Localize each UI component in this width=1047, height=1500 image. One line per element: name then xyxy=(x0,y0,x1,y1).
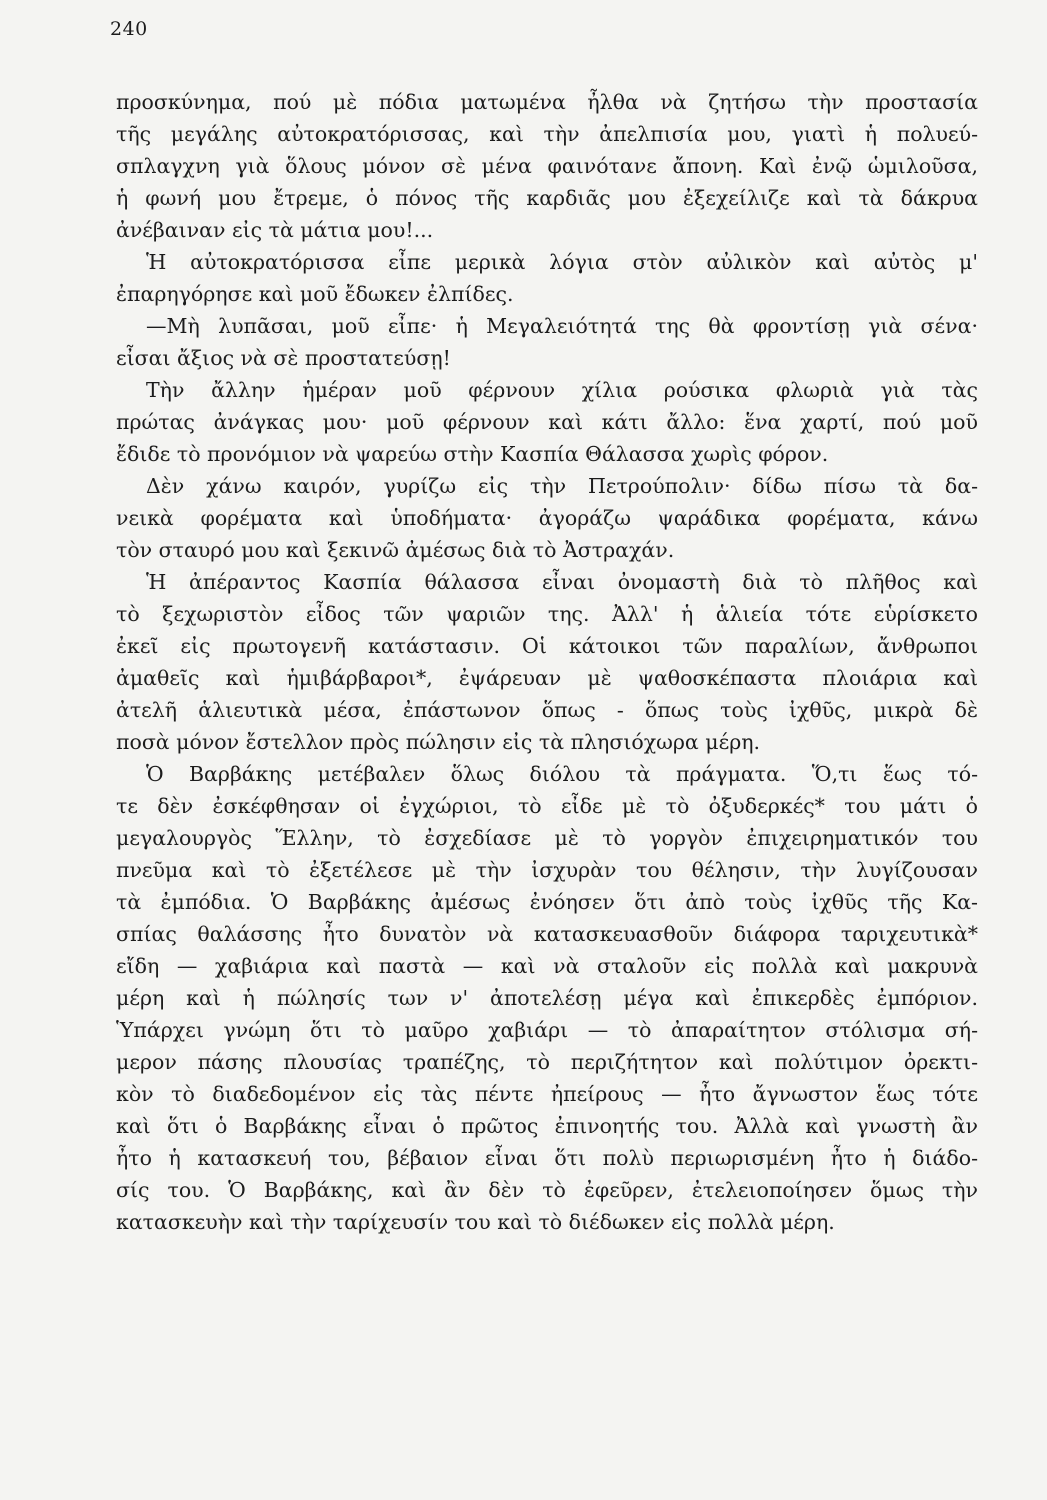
text-line: κὸν τὸ διαδεδομένον εἰς τὰς πέντε ἠπείρους — ἦτο ἄγνωστον ἕως τότε xyxy=(116,1082,978,1106)
text-line: ἐπαρηγόρησε καὶ μοῦ ἔδωκεν ἐλπίδες. xyxy=(116,282,514,306)
text-line: ποσὰ μόνον ἔστελλον πρὸς πώλησιν εἰς τὰ πλησιόχωρα μέρη. xyxy=(116,730,761,754)
text-line: εἶσαι ἄξιος νὰ σὲ προστατεύσῃ! xyxy=(116,346,451,370)
text-line: πρώτας ἀνάγκας μου· μοῦ φέρνουν καὶ κάτι ἄλλο: ἕνα χαρτί, πού μοῦ xyxy=(116,410,978,434)
text-line: μερον πάσης πλουσίας τραπέζης, τὸ περιζήτητον καὶ πολύτιμον ὀρεκτι- xyxy=(116,1050,978,1074)
text-line: νεικὰ φορέματα καὶ ὑποδήματα· ἀγοράζω ψαράδικα φορέματα, κάνω xyxy=(116,506,978,530)
text-line: ἔδιδε τὸ προνόμιον νὰ ψαρεύω στὴν Κασπία Θάλασσα χωρὶς φόρον. xyxy=(116,442,829,466)
text-line: σπίας θαλάσσης ἦτο δυνατὸν νὰ κατασκευασθοῦν διάφορα ταριχευτικὰ* xyxy=(116,922,978,946)
text-line: μεγαλουργὸς Ἕλλην, τὸ ἐσχεδίασε μὲ τὸ γοργὸν ἐπιχειρηματικόν του xyxy=(116,826,978,850)
text-line: τε δὲν ἐσκέφθησαν οἱ ἐγχώριοι, τὸ εἶδε μὲ τὸ ὀξυδερκές* του μάτι ὁ xyxy=(116,794,978,818)
text-line: ἦτο ἡ κατασκευή του, βέβαιον εἶναι ὅτι πολὺ περιωρισμένη ἦτο ἡ διάδο- xyxy=(116,1146,978,1170)
text-line: Τὴν ἄλλην ἡμέραν μοῦ φέρνουν χίλια ρούσικα φλωριὰ γιὰ τὰς xyxy=(146,378,978,402)
text-line: τῆς μεγάλης αὐτοκρατόρισσας, καὶ τὴν ἀπελπισία μου, γιατὶ ἡ πολυεύ- xyxy=(116,122,978,146)
text-line: ἡ φωνή μου ἔτρεμε, ὁ πόνος τῆς καρδιᾶς μου ἐξεχείλιζε καὶ τὰ δάκρυα xyxy=(116,186,978,210)
text-line: —Μὴ λυπᾶσαι, μοῦ εἶπε· ἡ Μεγαλειότητά της θὰ φροντίσῃ γιὰ σένα· xyxy=(146,314,978,338)
text-line: τὸ ξεχωριστὸν εἶδος τῶν ψαριῶν της. Ἀλλ' ἡ ἁλιεία τότε εὑρίσκετο xyxy=(116,602,978,626)
text-line: κατασκευὴν καὶ τὴν ταρίχευσίν του καὶ τὸ διέδωκεν εἰς πολλὰ μέρη. xyxy=(116,1210,835,1234)
text-line: τὸν σταυρό μου καὶ ξεκινῶ ἀμέσως διὰ τὸ Ἀστραχάν. xyxy=(116,538,675,562)
text-line: Ὁ Βαρβάκης μετέβαλεν ὅλως διόλου τὰ πράγματα. Ὅ,τι ἕως τό- xyxy=(146,762,978,786)
body-text xyxy=(116,86,978,1238)
page-number: 240 xyxy=(110,18,148,40)
text-line: ἀνέβαιναν εἰς τὰ μάτια μου!... xyxy=(116,218,434,242)
text-line: σπλαγχνη γιὰ ὅλους μόνον σὲ μένα φαινότανε ἄπονη. Καὶ ἐνῷ ὡμιλοῦσα, xyxy=(116,154,978,178)
text-line: Ἡ ἀπέραντος Κασπία θάλασσα εἶναι ὀνομαστὴ διὰ τὸ πλῆθος καὶ xyxy=(146,570,978,594)
text-line: Ἡ αὐτοκρατόρισσα εἶπε μερικὰ λόγια στὸν αὐλικὸν καὶ αὐτὸς μ' xyxy=(146,250,978,274)
text-line: ἀμαθεῖς καὶ ἡμιβάρβαροι*, ἐψάρευαν μὲ ψαθοσκέπαστα πλοιάρια καὶ xyxy=(116,666,978,690)
text-line: τὰ ἐμπόδια. Ὁ Βαρβάκης ἀμέσως ἐνόησεν ὅτι ἀπὸ τοὺς ἰχθῦς τῆς Κα- xyxy=(116,890,978,914)
text-line: προσκύνημα, πού μὲ πόδια ματωμένα ἦλθα νὰ ζητήσω τὴν προστασία xyxy=(116,90,978,114)
text-line: εἴδη — χαβιάρια καὶ παστὰ — καὶ νὰ σταλοῦν εἰς πολλὰ καὶ μακρυνὰ xyxy=(116,954,978,978)
text-line: καὶ ὅτι ὁ Βαρβάκης εἶναι ὁ πρῶτος ἐπινοητής του. Ἀλλὰ καὶ γνωστὴ ἂν xyxy=(116,1114,978,1138)
text-line: μέρη καὶ ἡ πώλησίς των ν' ἀποτελέσῃ μέγα καὶ ἐπικερδὲς ἐμπόριον. xyxy=(116,986,978,1010)
text-line: Δὲν χάνω καιρόν, γυρίζω εἰς τὴν Πετρούπολιν· δίδω πίσω τὰ δα- xyxy=(146,474,978,498)
text-line: ἀτελῆ ἁλιευτικὰ μέσα, ἐπάστωνον ὅπως - ὅπως τοὺς ἰχθῦς, μικρὰ δὲ xyxy=(116,698,978,722)
text-line: πνεῦμα καὶ τὸ ἐξετέλεσε μὲ τὴν ἰσχυρὰν του θέλησιν, τὴν λυγίζουσαν xyxy=(116,858,978,882)
text-line: ἐκεῖ εἰς πρωτογενῆ κατάστασιν. Οἱ κάτοικοι τῶν παραλίων, ἄνθρωποι xyxy=(116,634,978,658)
text-line: Ὑπάρχει γνώμη ὅτι τὸ μαῦρο χαβιάρι — τὸ ἀπαραίτητον στόλισμα σή- xyxy=(116,1018,978,1042)
text-line: σίς του. Ὁ Βαρβάκης, καὶ ἂν δὲν τὸ ἐφεῦρεν, ἐτελειοποίησεν ὅμως τὴν xyxy=(116,1178,978,1202)
